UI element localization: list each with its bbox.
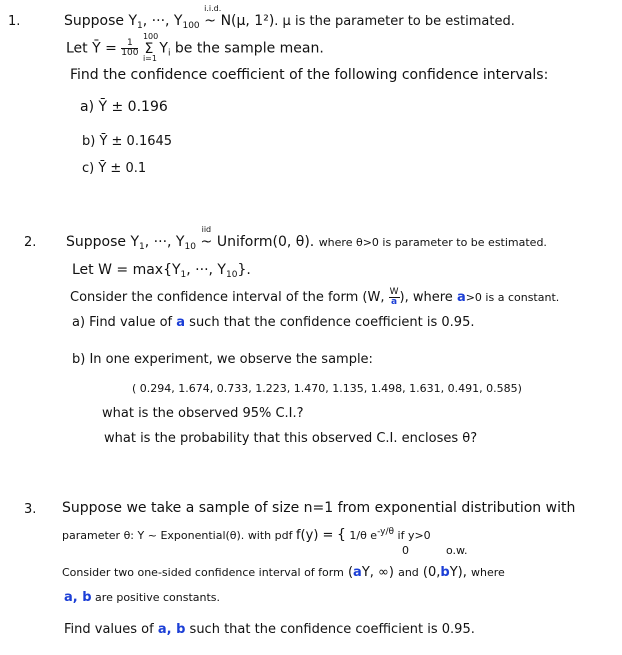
q1-yi: Y [159,40,168,57]
q3-with-pdf: with pdf [247,529,293,542]
q3-pdf-cond: if y>0 [397,529,431,542]
q3-exponential: Y ~ Exponential(θ). [137,529,245,542]
q2-line3 [70,288,559,307]
q3-interval2: Y), [449,565,467,580]
q1-y-sub100: 100 [182,21,200,31]
q2-find-value: a) Find value of [72,315,173,330]
q2-uniform: Uniform(0, θ). [216,234,315,250]
q1-iid: i.i.d. [204,4,222,13]
q3-ab-find: a, b [157,622,186,637]
q1-suppose: Suppose [64,13,125,29]
q1-iid-tilde [204,4,222,29]
q3-consider: Consider two one-sided confidence interval of form [62,566,344,579]
q1-number: 1. [8,14,21,29]
q1-normal: N(μ, 1²) [220,13,275,29]
q2-coef-text: such that the confidence coefficient is 0.95. [189,315,475,330]
q1-line2 [66,31,324,63]
q3-find-values: Find values of [64,622,154,637]
q2-line1 [66,225,547,252]
q1-y: Y [128,13,138,29]
q3-pdf-expr: 1/θ e [349,529,378,542]
q2-iid: iid [201,225,212,234]
q2-sample: ( 0.294, 1.674, 0.733, 1.223, 1.470, 1.135, 1.498, 1.631, 0.491, 0.585) [132,382,522,395]
q2-w-over-a [389,288,400,307]
q2-y-sub1: 1 [139,242,145,252]
q1-sigma: Σ [144,40,154,57]
q2-probability: what is the probability that this observed C.I. encloses θ? [104,431,478,446]
q3-b-symbol: b [440,565,450,580]
q1-param-note: . μ is the parameter to be estimated. [274,14,515,29]
q3-positive: are positive constants. [95,591,221,604]
q2-frac-w: W [389,287,399,297]
q3-pdf-exp: -y/θ [377,527,395,537]
q1-find: Find the confidence coefficient of the following confidence intervals: [70,67,549,83]
q3-open2: (0, [422,565,441,580]
q1-let: Let [66,40,88,57]
q2-iid-tilde [200,225,213,250]
q1-frac-num: 1 [121,39,138,49]
q2-frac-a: a [391,297,398,307]
q3-and: and [398,566,419,579]
q2-where: ), where [399,290,453,305]
q3-line4 [64,590,220,605]
q1-yi-sub: i [167,48,171,59]
q2-w-sub1: 1 [180,270,187,280]
q1-item-b: b) Ȳ ± 0.1645 [82,134,173,149]
q2-number: 2. [24,235,37,250]
q3-pdf-zero: 0 [402,544,409,557]
q3-line3 [62,565,505,580]
q2-item-b: b) In one experiment, we observe the sample: [72,352,373,367]
q2-y: Y [130,234,140,250]
q3-where: where [471,566,505,579]
q3-line2 [62,527,431,543]
q2-observed-ci: what is the observed 95% C.I.? [102,406,304,421]
q2-consider: Consider the confidence interval of the form (W, [70,290,385,305]
q2-line2 [72,262,251,280]
q3-ab-symbols: a, b [64,590,92,605]
q1-ellipsis: , ···, Y [142,13,183,29]
q1-sample-mean: be the sample mean. [174,40,324,57]
q3-coef-text: such that the confidence coefficient is 0.95. [189,622,475,637]
q3-a-symbol: a [353,565,362,580]
q2-w-close: }. [237,262,251,278]
q2-w-sub10: 10 [225,270,238,280]
q1-sum-upper: 100 [142,31,159,41]
q1-sum [142,31,159,63]
q3-pdf-ow: o.w. [446,544,468,557]
q2-ellipsis: , ···, Y [144,234,185,250]
q3-line5 [64,622,475,637]
q1-sum-lower: i=1 [142,53,157,63]
q1-frac-den: 100 [121,48,139,58]
q2-param-note: where θ>0 is parameter to be estimated. [318,236,547,249]
q1-tilde: ~ [204,13,216,29]
q2-a-symbol: a [176,315,186,330]
q2-w-ellipsis: , ···, Y [186,262,226,278]
q1-ybar-eq: Ȳ = [92,40,117,57]
q2-const-a: a [456,290,466,305]
q3-interval1: Y, ∞) [361,565,394,580]
q3-open1: ( [347,565,354,580]
q3-line1: Suppose we take a sample of size n=1 from exponential distribution with [62,500,576,516]
q3-parameter: parameter θ: [62,529,135,542]
q2-tilde: ~ [200,234,213,250]
q2-const-note: >0 is a constant. [465,291,560,304]
q1-item-c: c) Ȳ ± 0.1 [82,161,147,176]
q2-let-w: Let W = max{Y [72,262,181,278]
q2-y-sub10: 10 [184,242,196,252]
q1-y-sub1: 1 [137,21,143,31]
q2-item-a [72,315,475,330]
q3-brace: { [336,527,346,543]
q3-number: 3. [24,502,37,517]
q1-item-a: a) Ȳ ± 0.196 [80,99,168,115]
q1-fraction [121,39,138,58]
q1-line1 [64,4,515,31]
q3-fy: f(y) = [295,528,334,543]
q2-suppose: Suppose [66,234,127,250]
